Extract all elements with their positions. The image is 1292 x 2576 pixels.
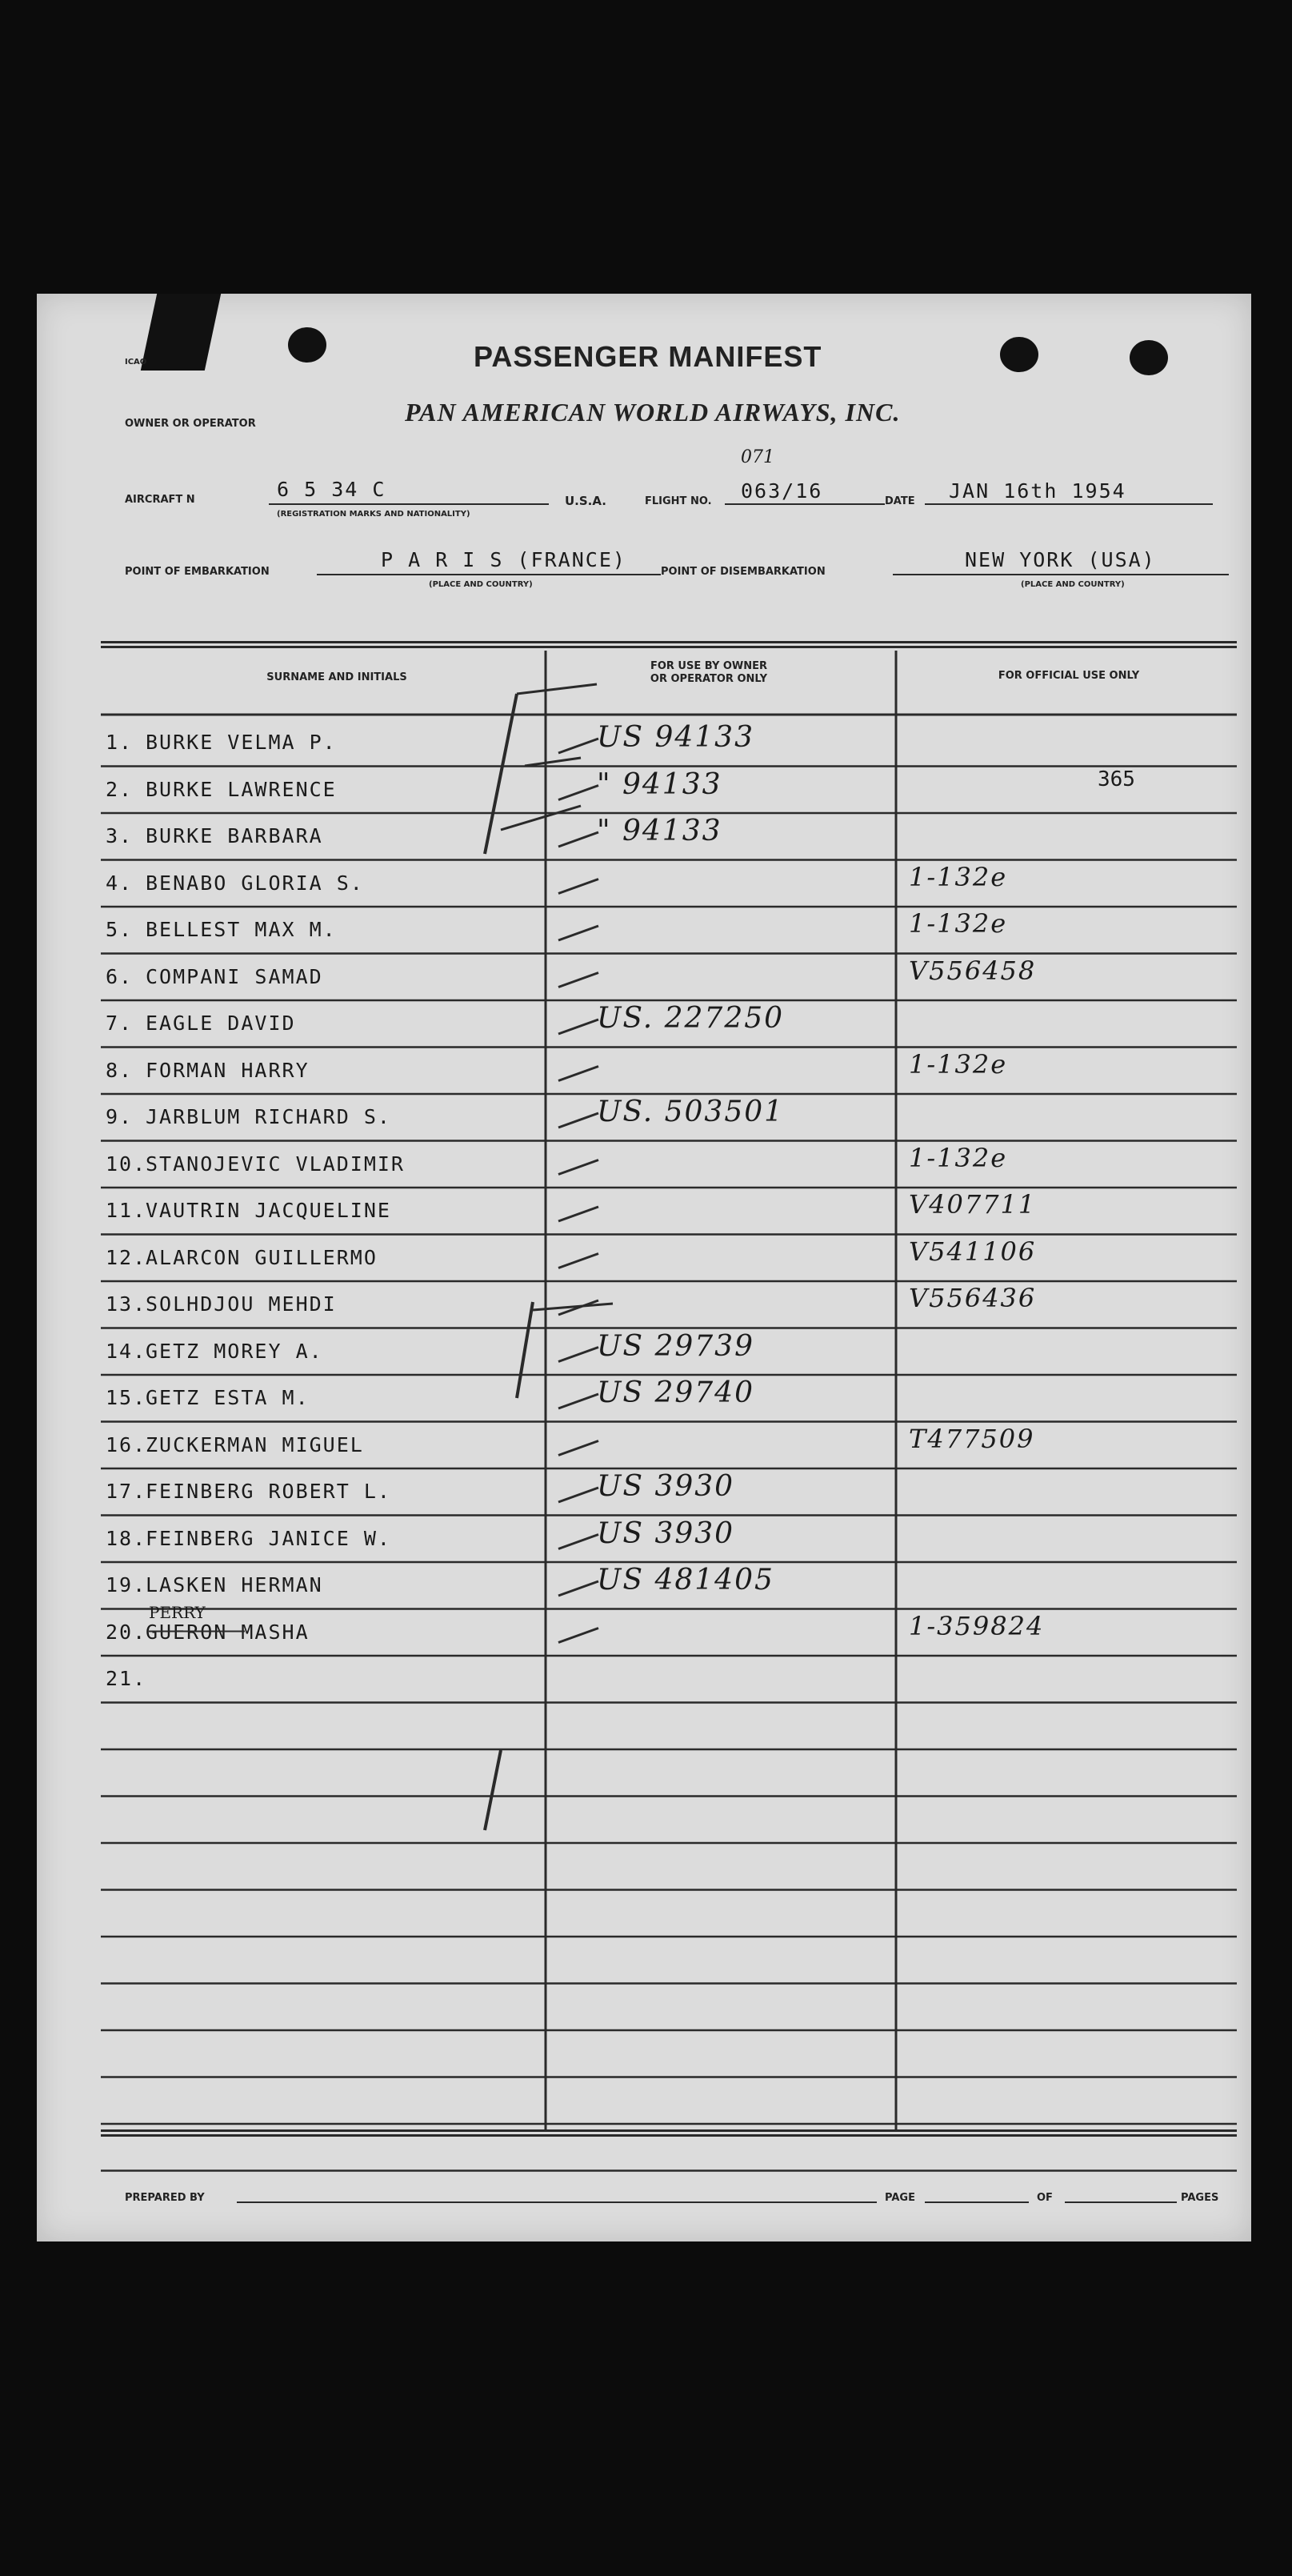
row-number: 12. bbox=[106, 1245, 147, 1269]
passenger-name: FEINBERG ROBERT L. bbox=[146, 1480, 391, 1503]
prepared-label: PREPARED BY bbox=[125, 2192, 205, 2204]
official-entry: V407711 bbox=[909, 1189, 1037, 1220]
pen-bracket-low bbox=[501, 806, 581, 830]
check-mark bbox=[558, 1394, 598, 1408]
embark-value: P A R I S (FRANCE) bbox=[381, 548, 626, 571]
name-correction: PERRY bbox=[149, 1602, 206, 1622]
passenger-name: BURKE VELMA P. bbox=[146, 731, 337, 754]
passenger-name: ALARCON GUILLERMO bbox=[146, 1245, 378, 1269]
passenger-name: SOLHDJOU MEHDI bbox=[146, 1292, 337, 1316]
check-mark bbox=[558, 1160, 598, 1175]
owner-entry: US. 503501 bbox=[597, 1096, 785, 1128]
check-mark bbox=[558, 1348, 598, 1362]
flight-correction: 071 bbox=[741, 447, 774, 467]
owner-entry: US 3930 bbox=[597, 1470, 735, 1503]
corner-note: ICAO bbox=[125, 358, 147, 367]
official-entry: V556436 bbox=[909, 1283, 1037, 1313]
row-number: 10. bbox=[106, 1152, 147, 1176]
disembark-value: NEW YORK (USA) bbox=[965, 548, 1156, 571]
owner-entry: " 94133 bbox=[597, 815, 722, 847]
row-number: 19. bbox=[106, 1573, 147, 1596]
pen-bracket-mid bbox=[525, 758, 581, 766]
official-entry: 1-359824 bbox=[909, 1610, 1045, 1641]
passenger-name: LASKEN HERMAN bbox=[146, 1573, 323, 1596]
page-underline bbox=[925, 2201, 1029, 2203]
row-number: 9. bbox=[106, 1105, 134, 1128]
check-mark bbox=[558, 1441, 598, 1456]
official-entry: 1-132e bbox=[909, 861, 1008, 892]
passenger-name: GETZ ESTA M. bbox=[146, 1386, 310, 1409]
passenger-name: FEINBERG JANICE W. bbox=[146, 1526, 391, 1550]
row-number: 16. bbox=[106, 1432, 147, 1456]
page-label: PAGE bbox=[885, 2192, 915, 2204]
row-number: 8. bbox=[106, 1058, 134, 1082]
passenger-name: EAGLE DAVID bbox=[146, 1012, 296, 1035]
official-entry: V541106 bbox=[909, 1236, 1037, 1267]
check-mark bbox=[558, 926, 598, 940]
row-number: 18. bbox=[106, 1526, 147, 1550]
passenger-name: BELLEST MAX M. bbox=[146, 918, 337, 941]
row-number: 15. bbox=[106, 1386, 147, 1409]
check-mark bbox=[558, 832, 598, 847]
country-label: U.S.A. bbox=[565, 494, 606, 508]
check-mark bbox=[558, 1488, 598, 1502]
owner-entry: US 94133 bbox=[597, 721, 754, 754]
handwritten-marks bbox=[37, 294, 1251, 2241]
check-mark bbox=[558, 973, 598, 988]
row-number: 17. bbox=[106, 1480, 147, 1503]
date-label: DATE bbox=[885, 495, 915, 507]
row-number: 2. bbox=[106, 777, 134, 801]
disembark-label: POINT OF DISEMBARKATION bbox=[661, 566, 826, 578]
owner-entry: US 29740 bbox=[597, 1376, 754, 1409]
check-mark bbox=[558, 1254, 598, 1268]
row-number: 11. bbox=[106, 1199, 147, 1222]
owner-entry: US 29739 bbox=[597, 1329, 754, 1363]
pen-bracket-stroke-2 bbox=[517, 1302, 533, 1398]
official-entry: 1-132e bbox=[909, 1142, 1008, 1173]
date-value: JAN 16th 1954 bbox=[949, 479, 1126, 503]
disembark-caption: (PLACE AND COUNTRY) bbox=[1021, 580, 1125, 589]
owner-entry: US. 227250 bbox=[597, 1002, 785, 1035]
row-number: 5. bbox=[106, 918, 134, 941]
owner-label: OWNER OR OPERATOR bbox=[125, 418, 256, 430]
passenger-name: VAUTRIN JACQUELINE bbox=[146, 1199, 391, 1222]
pen-bracket-top bbox=[517, 684, 597, 694]
check-mark bbox=[558, 879, 598, 894]
aircraft-value: 6 5 34 C bbox=[277, 478, 386, 501]
of-label: OF bbox=[1037, 2192, 1053, 2204]
row-number: 13. bbox=[106, 1292, 147, 1316]
passenger-name: COMPANI SAMAD bbox=[146, 964, 323, 988]
passenger-name: BURKE LAWRENCE bbox=[146, 777, 337, 801]
row-number: 1. bbox=[106, 731, 134, 754]
official-entry: 1-132e bbox=[909, 908, 1008, 939]
row-number: 4. bbox=[106, 871, 134, 895]
check-mark bbox=[558, 1020, 598, 1034]
row-number: 6. bbox=[106, 964, 134, 988]
row-number: 7. bbox=[106, 1012, 134, 1035]
official-entry: 1-132e bbox=[909, 1048, 1008, 1080]
row-number: 14. bbox=[106, 1339, 147, 1363]
official-note: 365 bbox=[1098, 767, 1135, 791]
row-number: 21. bbox=[106, 1667, 147, 1690]
embark-label: POINT OF EMBARKATION bbox=[125, 566, 270, 578]
col-surname-header: SURNAME AND INITIALS bbox=[266, 671, 407, 683]
col-official-header: FOR OFFICIAL USE ONLY bbox=[998, 670, 1140, 682]
passenger-name: ZUCKERMAN MIGUEL bbox=[146, 1432, 364, 1456]
check-mark bbox=[558, 1113, 598, 1128]
of-underline bbox=[1065, 2201, 1177, 2203]
check-mark bbox=[558, 1067, 598, 1081]
pen-bracket-stroke-3 bbox=[485, 1750, 501, 1830]
passenger-name: JARBLUM RICHARD S. bbox=[146, 1105, 391, 1128]
passenger-name: GUERON MASHA bbox=[146, 1620, 310, 1644]
row-number: 20. bbox=[106, 1620, 147, 1644]
table-bottom-border bbox=[101, 2129, 1237, 2137]
aircraft-label: AIRCRAFT N bbox=[125, 494, 195, 506]
official-entry: V556458 bbox=[909, 955, 1037, 986]
check-mark bbox=[558, 1207, 598, 1221]
check-mark bbox=[558, 786, 598, 800]
passenger-name: FORMAN HARRY bbox=[146, 1058, 310, 1082]
passenger-name: GETZ MOREY A. bbox=[146, 1339, 323, 1363]
owner-entry: " 94133 bbox=[597, 767, 722, 801]
official-entry: T477509 bbox=[909, 1423, 1035, 1454]
manifest-sheet bbox=[37, 294, 1251, 2241]
flight-label: FLIGHT NO. bbox=[645, 495, 712, 507]
owner-entry: US 481405 bbox=[597, 1564, 774, 1596]
check-mark bbox=[558, 1629, 598, 1643]
col-owner-header-line1: FOR USE BY OWNER bbox=[650, 660, 768, 672]
prepared-underline bbox=[237, 2201, 877, 2203]
flight-value: 063/16 bbox=[741, 479, 823, 503]
form-title: PASSENGER MANIFEST bbox=[474, 340, 822, 373]
embark-caption: (PLACE AND COUNTRY) bbox=[429, 580, 533, 589]
passenger-name: STANOJEVIC VLADIMIR bbox=[146, 1152, 405, 1176]
check-mark bbox=[558, 1535, 598, 1549]
passenger-name: BENABO GLORIA S. bbox=[146, 871, 364, 895]
owner-value: PAN AMERICAN WORLD AIRWAYS, INC. bbox=[405, 398, 901, 427]
col-owner-header-line2: OR OPERATOR ONLY bbox=[650, 673, 768, 685]
check-mark bbox=[558, 1581, 598, 1596]
owner-entry: US 3930 bbox=[597, 1516, 735, 1550]
pages-label: PAGES bbox=[1181, 2192, 1219, 2204]
check-mark bbox=[558, 739, 598, 753]
row-number: 3. bbox=[106, 824, 134, 847]
passenger-name: BURKE BARBARA bbox=[146, 824, 323, 847]
aircraft-caption: (REGISTRATION MARKS AND NATIONALITY) bbox=[277, 510, 470, 519]
